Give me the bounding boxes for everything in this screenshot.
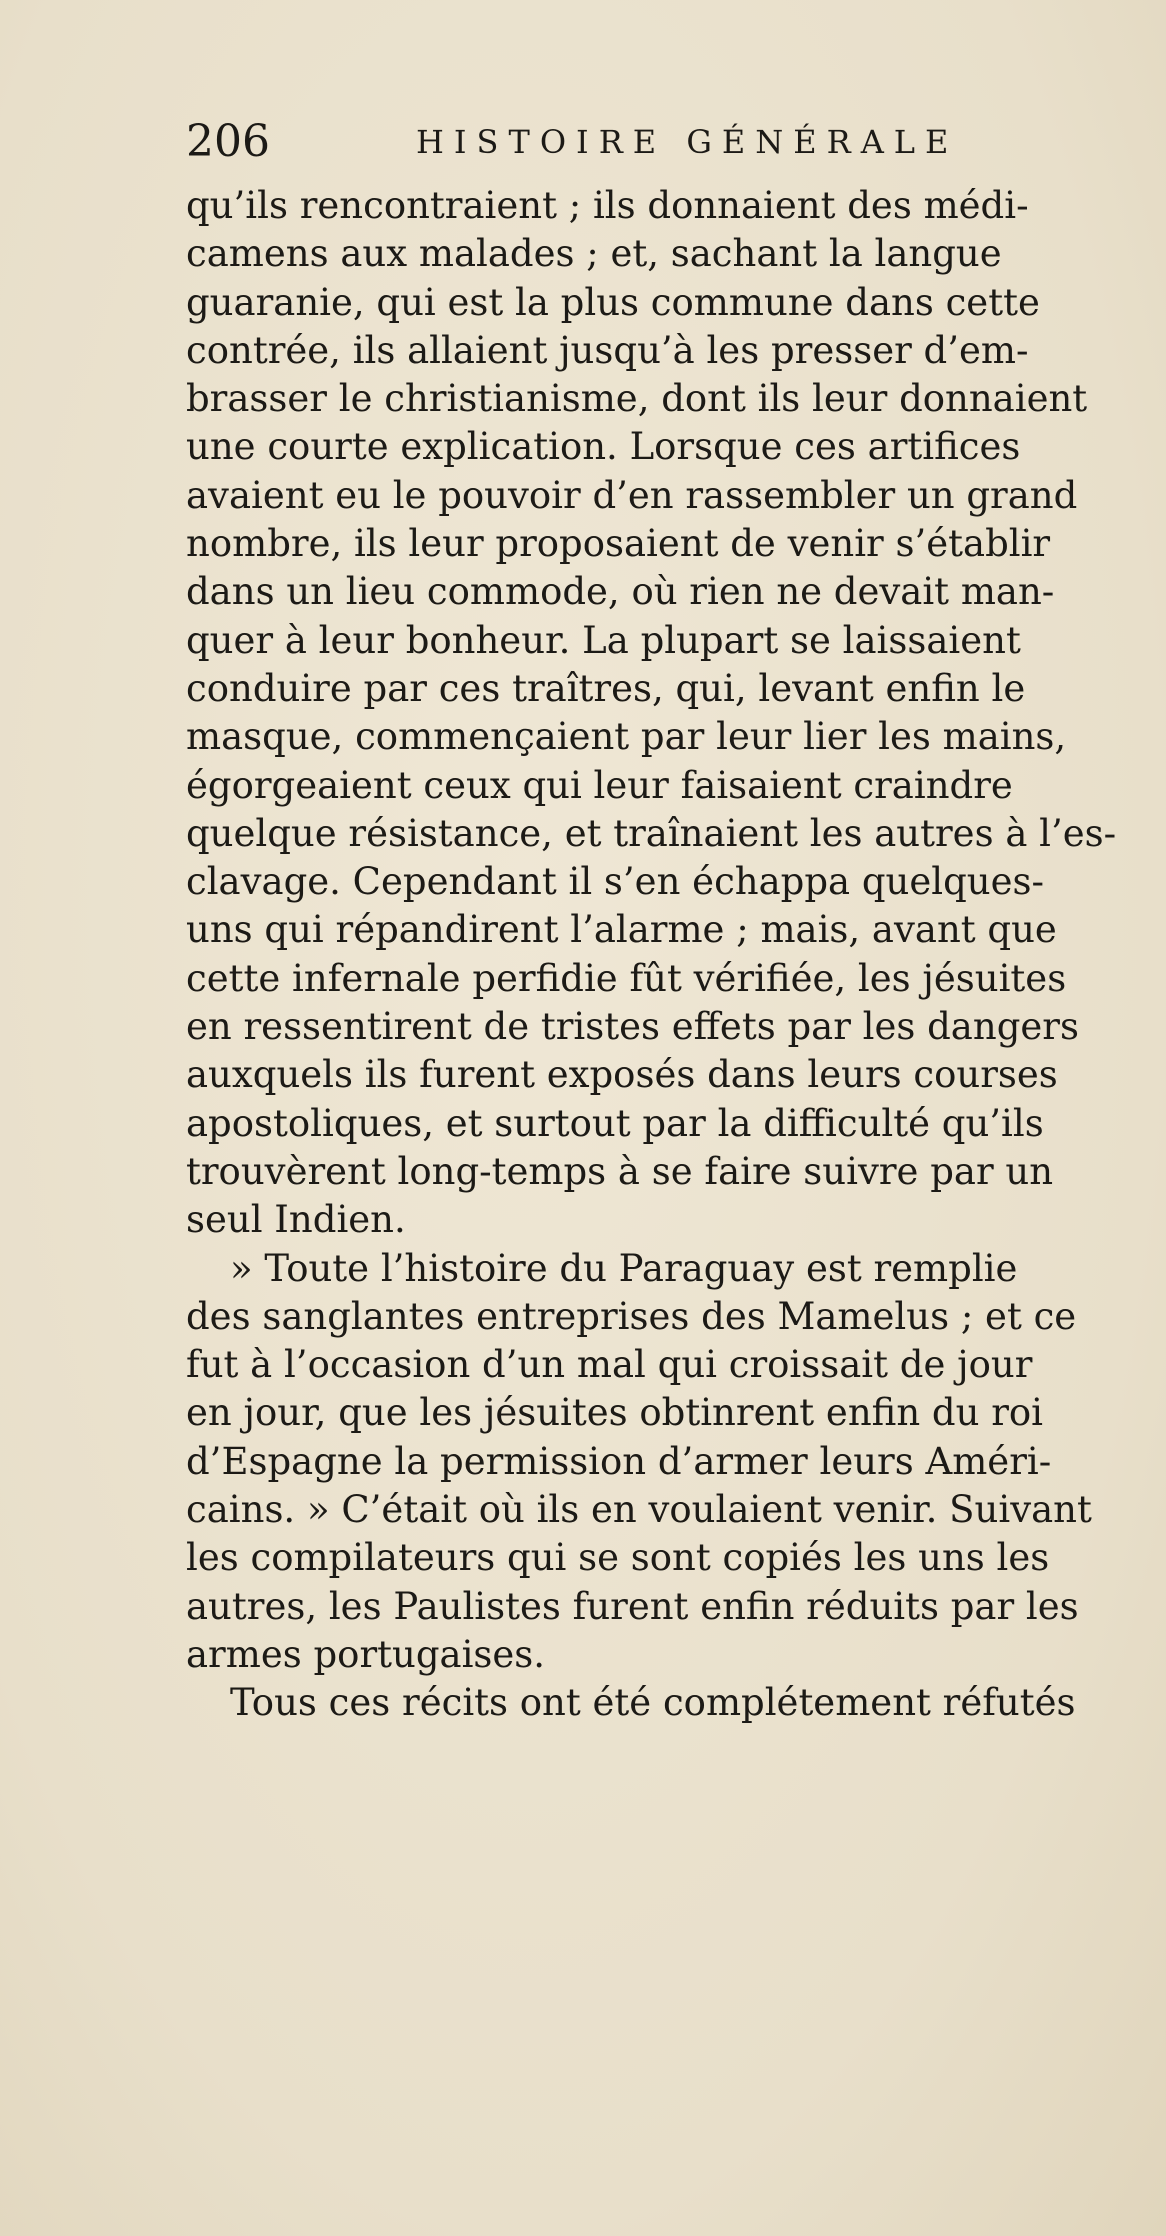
text-line: égorgeaient ceux qui leur faisaient craindre: [186, 763, 1013, 807]
page-number: 206: [186, 116, 270, 167]
page-header: [186, 112, 1126, 172]
text-line: avaient eu le pouvoir d’en rassembler un grand: [186, 473, 1078, 517]
text-line: qu’ils rencontraient ; ils donnaient des médi-: [186, 184, 1029, 227]
text-line: en ressentirent de tristes effets par les dangers: [186, 1005, 1079, 1049]
text-line: apostoliques, et surtout par la difficulté qu’ils: [186, 1101, 1044, 1145]
text-line: autres, les Paulistes furent enfin réduits par les: [186, 1584, 1079, 1628]
text-line: des sanglantes entreprises des Mamelus ; et ce: [186, 1294, 1077, 1338]
text-line: auxquels ils furent exposés dans leurs courses: [186, 1053, 1058, 1097]
text-line: dans un lieu commode, où rien ne devait man-: [186, 570, 1055, 614]
running-title: HISTOIRE GÉNÉRALE: [416, 123, 959, 161]
text-line: quelque résistance, et traînaient les autres à l’es-: [186, 811, 1117, 855]
text-line: camens aux malades ; et, sachant la langue: [186, 232, 1002, 276]
text-line: conduire par ces traîtres, qui, levant enfin le: [186, 666, 1026, 710]
paragraph-start-line: » Toute l’histoire du Paraguay est remplie: [230, 1246, 1018, 1290]
text-line: nombre, ils leur proposaient de venir s’établir: [186, 522, 1051, 566]
text-line: cette infernale perfidie fût vérifiée, les jésuites: [186, 956, 1067, 1000]
text-line: en jour, que les jésuites obtinrent enfin du roi: [186, 1391, 1043, 1435]
text-line: brasser le christianisme, dont ils leur donnaient: [186, 377, 1088, 421]
text-line: armes portugaises.: [186, 1632, 546, 1676]
text-line: contrée, ils allaient jusqu’à les presser d’em-: [186, 328, 1029, 372]
paragraph-start-line: Tous ces récits ont été complétement réfutés: [230, 1681, 1076, 1725]
text-line: masque, commençaient par leur lier les mains,: [186, 715, 1067, 759]
text-line: uns qui répandirent l’alarme ; mais, avant que: [186, 908, 1057, 952]
text-line: clavage. Cependant il s’en échappa quelques-: [186, 860, 1045, 904]
text-line: cains. » C’était où ils en voulaient venir. Suivant: [186, 1488, 1092, 1532]
text-line: seul Indien.: [186, 1198, 406, 1242]
text-line: une courte explication. Lorsque ces artifices: [186, 425, 1021, 469]
text-line: quer à leur bonheur. La plupart se laissaient: [186, 618, 1021, 662]
text-line: d’Espagne la permission d’armer leurs Améri-: [186, 1439, 1052, 1483]
text-line: fut à l’occasion d’un mal qui croissait de jour: [186, 1343, 1033, 1387]
text-line: les compilateurs qui se sont copiés les uns les: [186, 1536, 1050, 1580]
text-line: guaranie, qui est la plus commune dans cette: [186, 280, 1040, 324]
text-line: trouvèrent long-temps à se faire suivre par un: [186, 1149, 1054, 1193]
body-text: [186, 182, 1162, 1728]
